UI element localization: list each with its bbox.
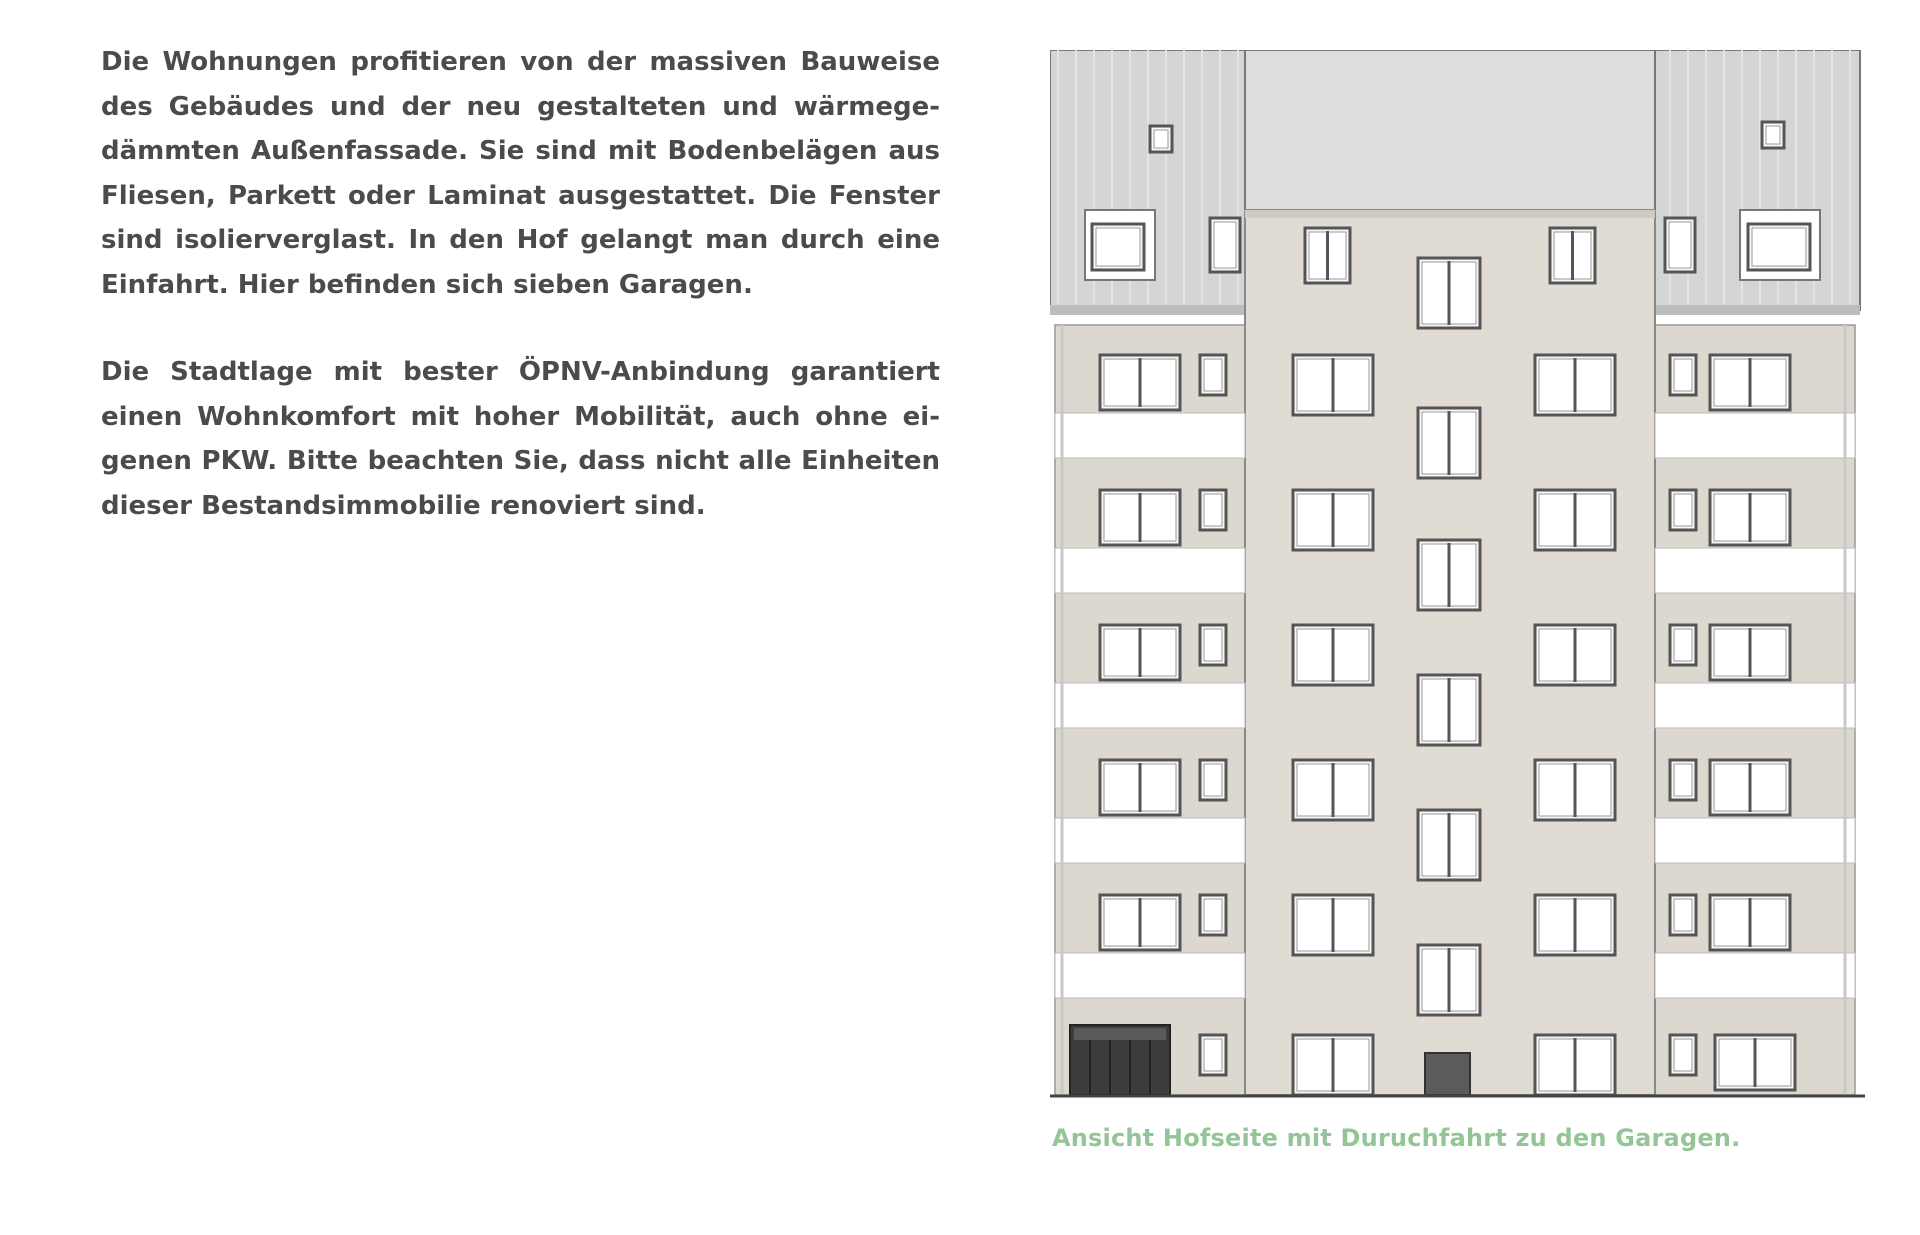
window-glass xyxy=(1674,1039,1692,1071)
window-glass xyxy=(1674,899,1692,931)
window-glass xyxy=(1204,764,1222,796)
window-glass xyxy=(1674,764,1692,796)
tower-cornice xyxy=(1245,210,1655,218)
balcony-right xyxy=(1655,548,1855,593)
window-glass xyxy=(1766,126,1780,144)
window-glass xyxy=(1674,494,1692,526)
gate-vents xyxy=(1074,1028,1166,1040)
window-glass xyxy=(1674,359,1692,391)
balcony-left xyxy=(1055,683,1245,728)
window-glass xyxy=(1204,629,1222,661)
window-glass xyxy=(1096,228,1140,266)
window-glass xyxy=(1674,629,1692,661)
window-glass xyxy=(1204,899,1222,931)
paragraph-location: Die Stadtlage mit bester ÖPNV-Anbindung garantiert einen Wohnkomfort mit hoher Mobilität, auch ohne eigenen PKW. Bitte beachten Sie, dass nicht alle Einheiten dieser Bestandsimmobilie renoviert sind. xyxy=(101,357,940,521)
balcony-left xyxy=(1055,413,1245,458)
window-glass xyxy=(1204,1039,1222,1071)
window-glass xyxy=(1214,222,1236,268)
balcony-left xyxy=(1055,548,1245,593)
balcony-right xyxy=(1655,413,1855,458)
building-elevation-figure xyxy=(1050,50,1865,1100)
balcony-right xyxy=(1655,953,1855,998)
window-glass xyxy=(1669,222,1691,268)
entrance-door xyxy=(1425,1053,1470,1095)
balcony-right xyxy=(1655,818,1855,863)
window-glass xyxy=(1204,359,1222,391)
figure-caption: Ansicht Hofseite mit Duruchfahrt zu den Garagen. xyxy=(1052,1124,1741,1152)
roof-center xyxy=(1245,50,1655,210)
balcony-left xyxy=(1055,818,1245,863)
balcony-right xyxy=(1655,683,1855,728)
window-glass xyxy=(1154,130,1168,148)
text-column xyxy=(101,40,940,571)
balcony-left xyxy=(1055,953,1245,998)
window-glass xyxy=(1204,494,1222,526)
window-glass xyxy=(1752,228,1806,266)
building-elevation-drawing xyxy=(1050,50,1865,1100)
paragraph-apartments: Die Wohnungen profitieren von der massiven Bauweise des Gebäudes und der neu gestalteten und wärmegedämmten Außenfassade. Sie sind mit Bodenbelägen aus Fliesen, Parkett oder Laminat ausgestattet. Die Fenster sind isolierverglast. In den Hof gelangt man durch eine Einfahrt. Hier befinden sich sieben Garagen. xyxy=(101,47,940,300)
